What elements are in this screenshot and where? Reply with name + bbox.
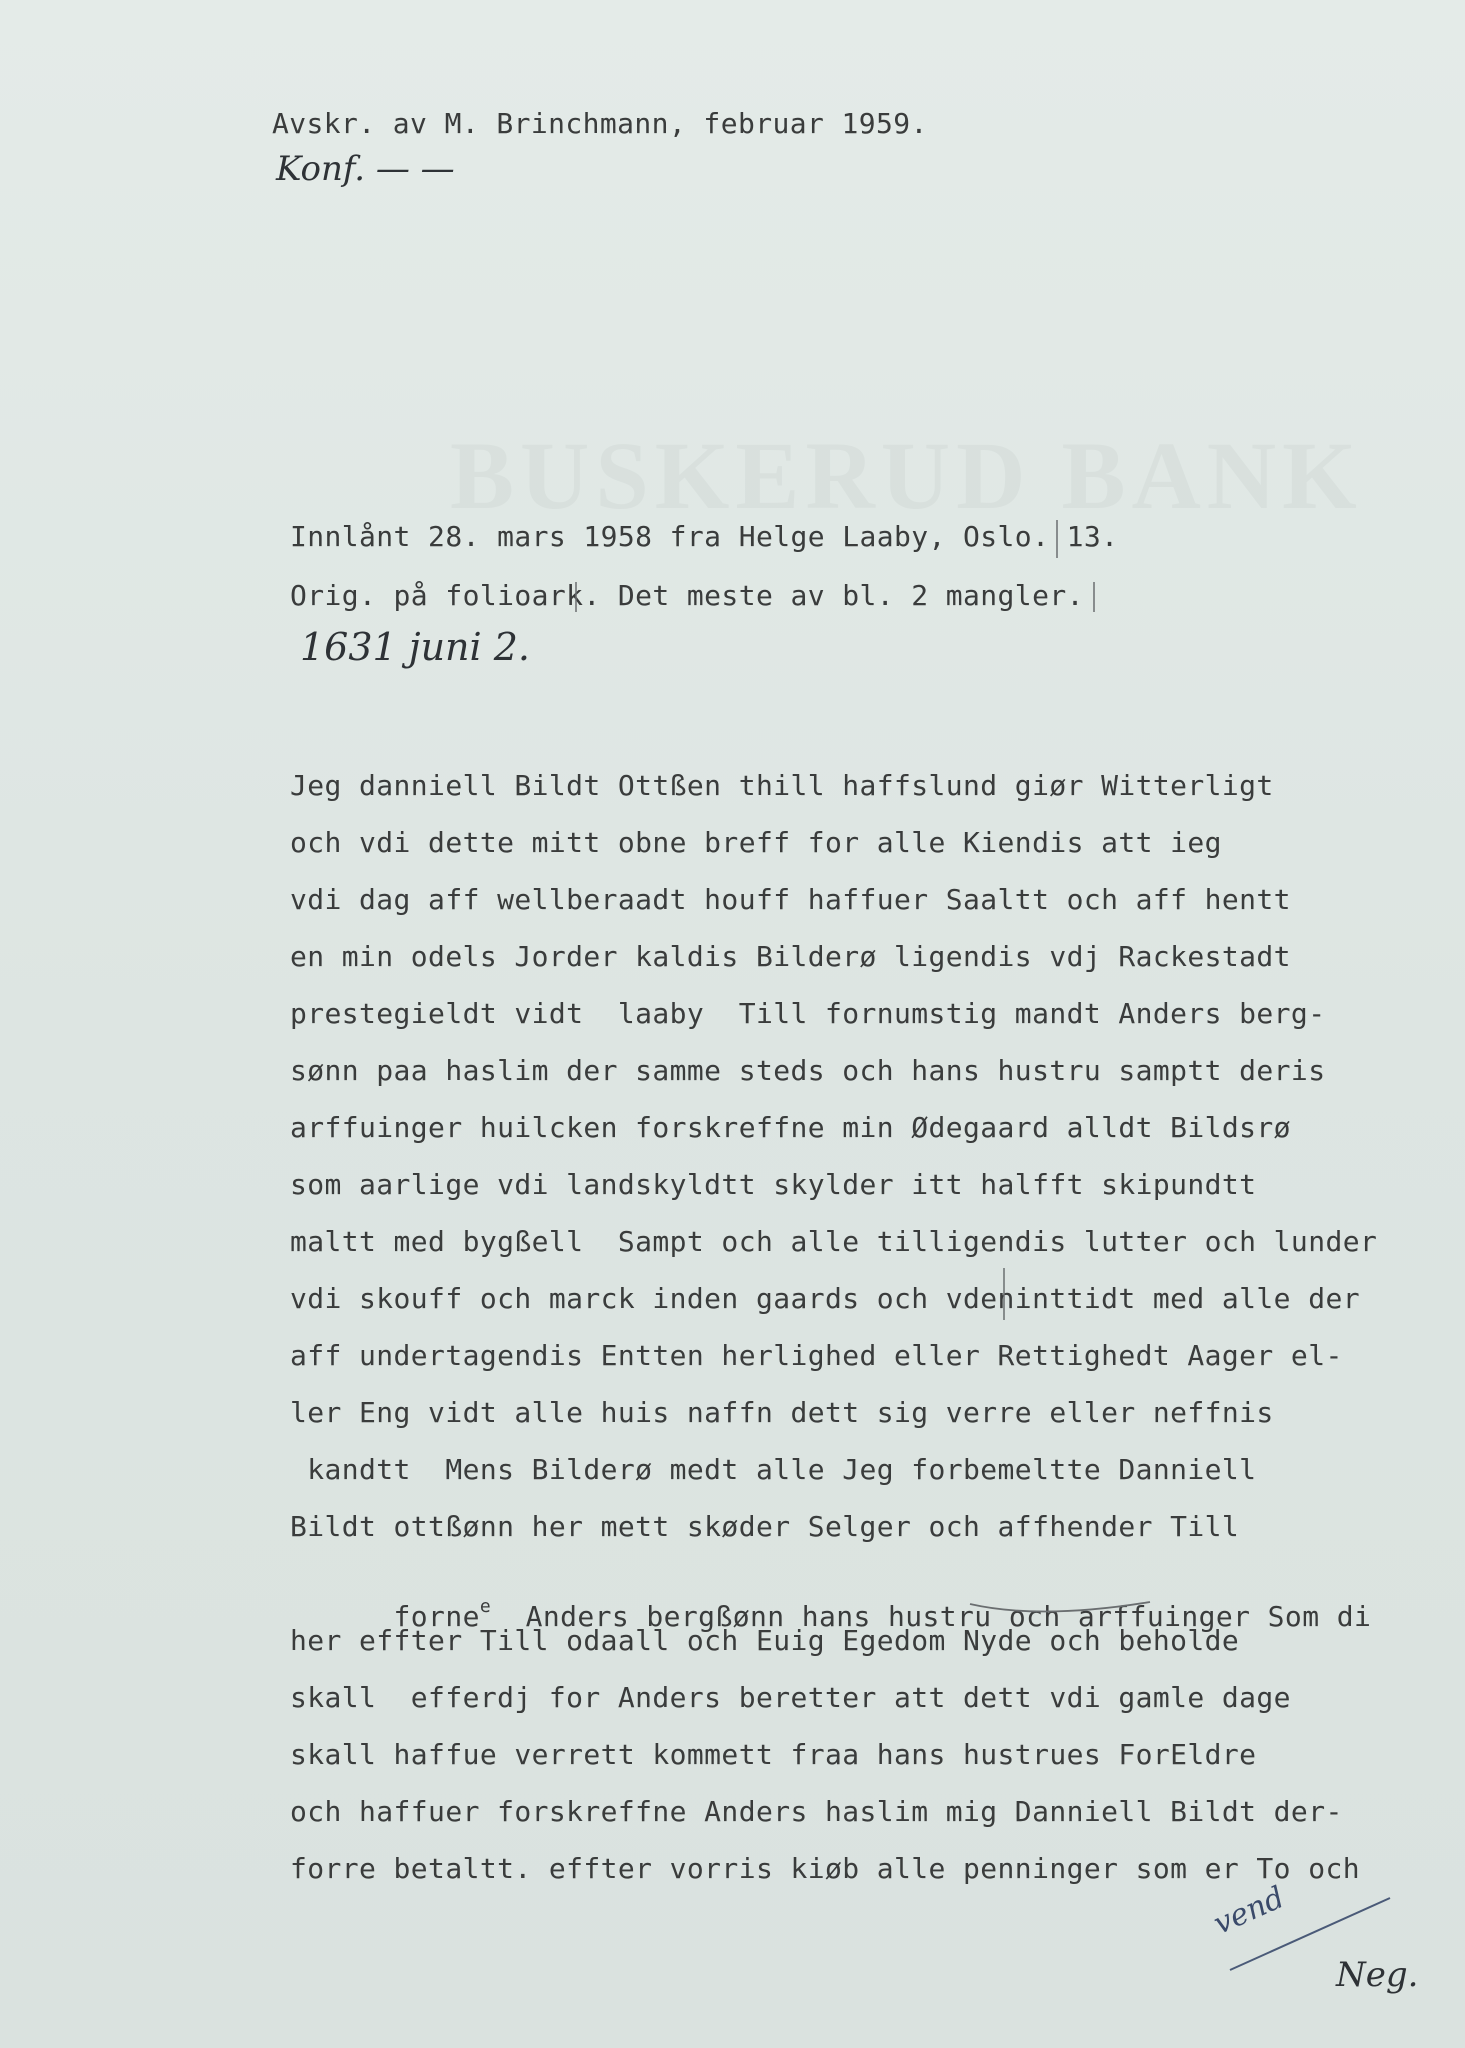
body-line: och haffuer forskreffne Anders haslim mig Danniell Bildt der- xyxy=(290,1795,1343,1828)
body-line: aff undertagendis Entten herlighed eller Rettighedt Aager el- xyxy=(290,1339,1343,1372)
body-line: prestegieldt vidt laaby Till fornumstig mandt Anders berg- xyxy=(290,997,1326,1030)
forne-superscript: e xyxy=(479,1596,492,1617)
ghost-watermark: BUSKERUD BANK xyxy=(450,422,1363,529)
forne-word: forne xyxy=(393,1600,480,1633)
body-line: kandtt Mens Bilderø medt alle Jeg forbemeltte Danniell xyxy=(290,1453,1257,1486)
body-line: och vdi dette mitt obne breff for alle Kiendis att ieg xyxy=(290,826,1222,859)
body-line: vdi skouff och marck inden gaards och vdeninttidt med alle der xyxy=(290,1282,1360,1315)
margin-note-vend: vend xyxy=(1208,1880,1290,1942)
body-line: maltt med bygßell Sampt och alle tilligendis lutter och lunder xyxy=(290,1225,1378,1258)
forne-rest: Anders bergßønn hans hustru och arffuinger Som di xyxy=(491,1600,1372,1633)
body-line: her effter Till odaall och Euig Egedom Nyde och beholde xyxy=(290,1624,1240,1657)
source-line-1: Innlånt 28. mars 1958 fra Helge Laaby, Oslo. 13. xyxy=(290,520,1119,553)
margin-note-neg: Neg. xyxy=(1336,1955,1419,1995)
body-line: skall haffue verrett kommett fraa hans hustrues ForEldre xyxy=(290,1738,1257,1771)
handwritten-konf: Konf. — — xyxy=(276,149,455,189)
body-line: vdi dag aff wellberaadt houff haffuer Saaltt och aff hentt xyxy=(290,883,1291,916)
pencil-underline xyxy=(970,1602,1150,1612)
body-line: sønn paa haslim der samme steds och hans hustru samptt deris xyxy=(290,1054,1326,1087)
body-line: ler Eng vidt alle huis naffn dett sig verre eller neffnis xyxy=(290,1396,1274,1429)
body-line: en min odels Jorder kaldis Bilderø ligendis vdj Rackestadt xyxy=(290,940,1291,973)
body-line: Bildt ottßønn her mett skøder Selger och affhender Till xyxy=(290,1510,1240,1543)
body-line: arffuinger huilcken forskreffne min Ødegaard alldt Bildsrø xyxy=(290,1111,1291,1144)
body-line: som aarlige vdi landskyldtt skylder itt halfft skipundtt xyxy=(290,1168,1257,1201)
body-line: skall efferdj for Anders beretter att dett vdi gamle dage xyxy=(290,1681,1291,1714)
body-line: Jeg danniell Bildt Ottßen thill haffslund giør Witterligt xyxy=(290,769,1274,802)
handwritten-date: 1631 juni 2. xyxy=(300,625,531,669)
source-line-2: Orig. på folioark. Det meste av bl. 2 mangler. xyxy=(290,579,1084,612)
body-line: forre betaltt. effter vorris kiøb alle penninger som er To och xyxy=(290,1852,1360,1885)
transcription-note: Avskr. av M. Brinchmann, februar 1959. xyxy=(272,107,928,140)
